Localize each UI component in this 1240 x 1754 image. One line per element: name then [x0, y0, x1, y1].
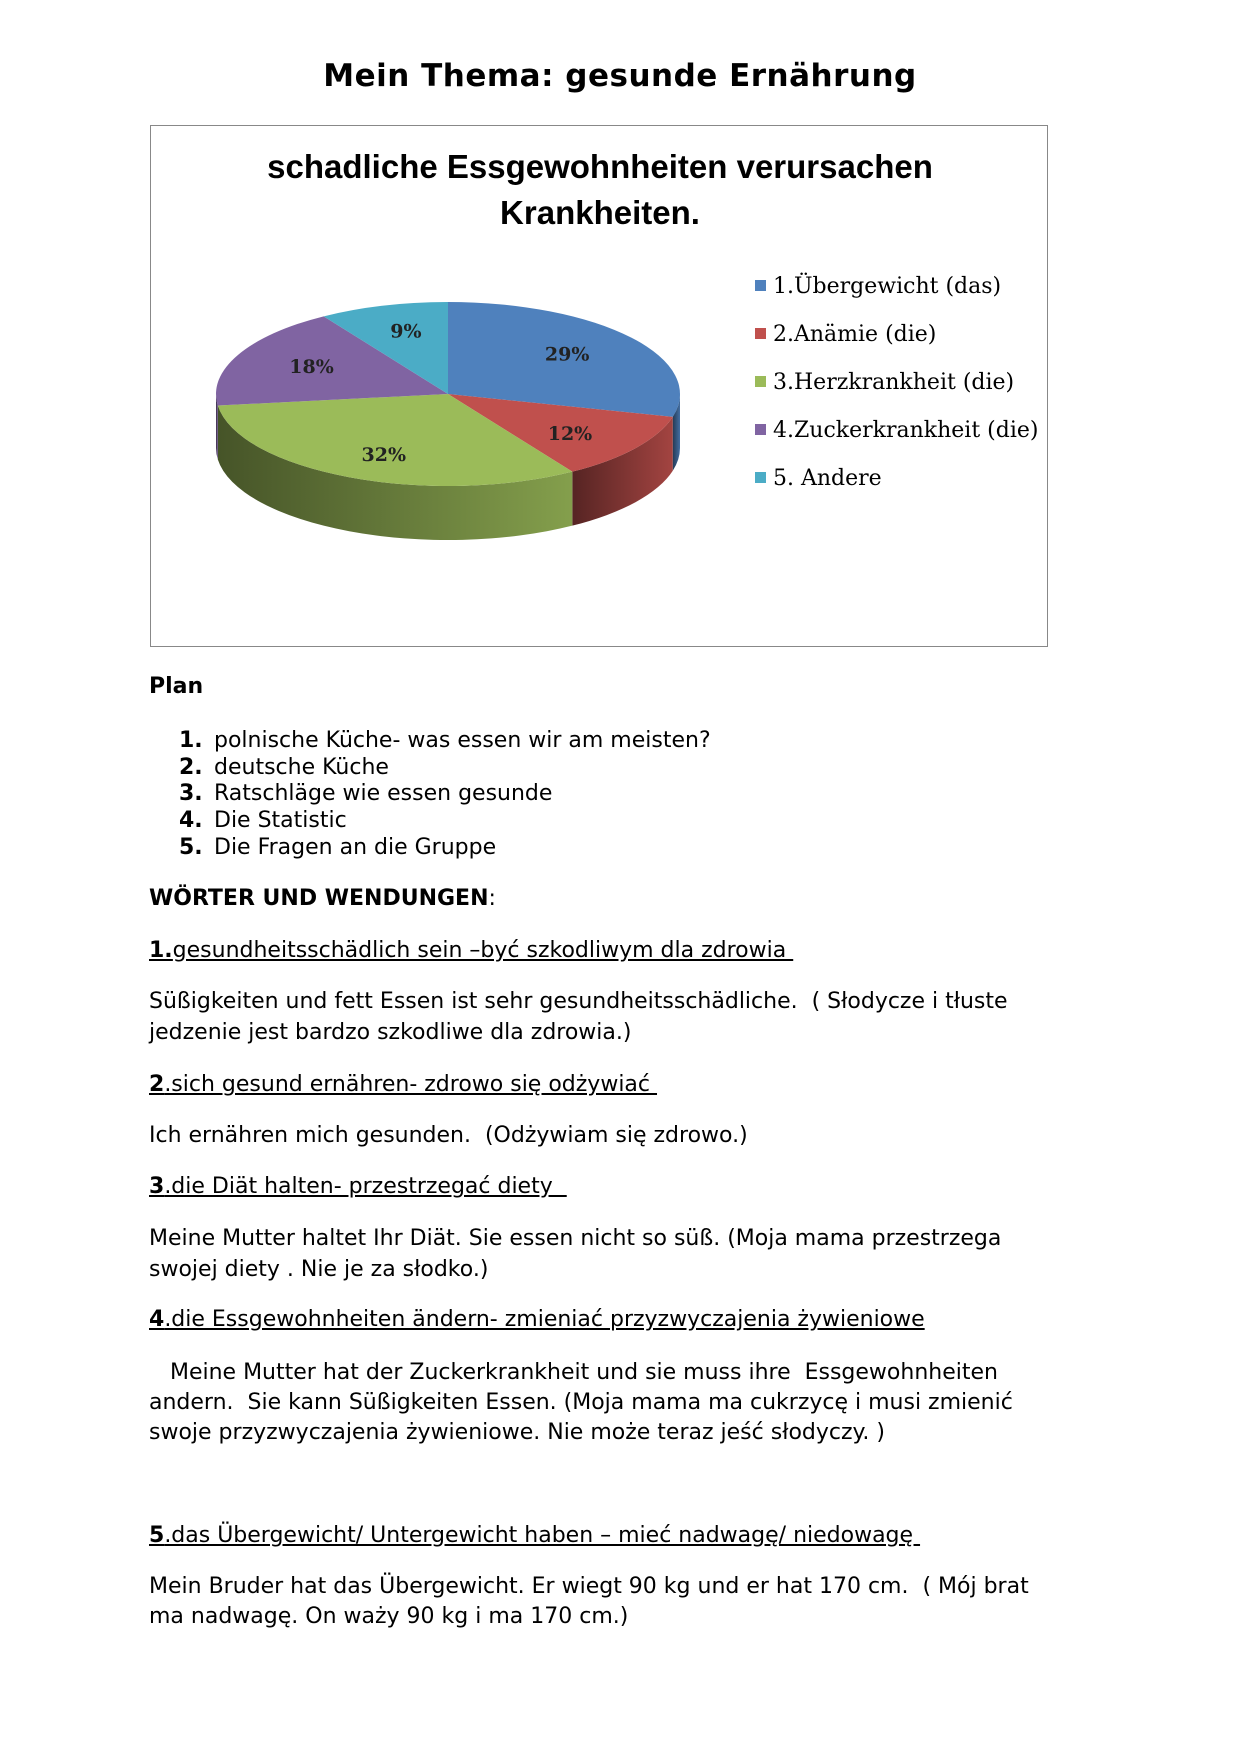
data-label: 29% [544, 343, 590, 366]
phrase-text: .die Essgewohnheiten ändern- zmieniać przyzwyczajenia żywieniowe [164, 1307, 925, 1332]
legend-item [755, 274, 1001, 299]
example-line: Süßigkeiten und fett Essen ist sehr gesundheitsschädliche. ( Słodycze i tłuste [149, 989, 1008, 1014]
phrase-text: .das Übergewicht/ Untergewicht haben – mieć nadwagę/ niedowagę [164, 1523, 921, 1548]
plan-item: polnische Küche- was essen wir am meisten? [214, 728, 711, 753]
data-label: 32% [361, 443, 407, 466]
data-label: 12% [547, 422, 593, 445]
plan-item-number: 5. [179, 835, 203, 860]
chart-title-line: schadliche Essgewohnheiten verursachen [267, 148, 933, 185]
example-line: swoje przyzwyczajenia żywieniowe. Nie może teraz jeść słodyczy. ) [149, 1420, 885, 1445]
phrase-text: .die Diät halten- przestrzegać diety [164, 1174, 567, 1199]
chart-title-line: Krankheiten. [500, 194, 700, 231]
legend-swatch [755, 280, 766, 291]
example-line: swojej diety . Nie je za słodko.) [149, 1257, 489, 1282]
plan-item: Die Fragen an die Gruppe [214, 835, 497, 860]
example-line: Meine Mutter hat der Zuckerkrankheit und sie muss ihre Essgewohnheiten [149, 1360, 998, 1385]
words-heading-text: WÖRTER UND WENDUNGEN [149, 886, 489, 911]
plan-item-number: 3. [179, 781, 203, 806]
example-line: Mein Bruder hat das Übergewicht. Er wiegt 90 kg und er hat 170 cm. ( Mój brat [149, 1574, 1029, 1599]
phrase-heading [149, 1070, 657, 1100]
legend-label: 5. Andere [773, 466, 882, 491]
data-label: 9% [390, 320, 422, 343]
pie-chart [150, 125, 1048, 647]
plan-item: Die Statistic [214, 808, 347, 833]
phrase-text: gesundheitsschädlich sein –być szkodliwym dla zdrowia [172, 938, 794, 963]
legend-item [755, 466, 882, 491]
phrase-heading [149, 1305, 925, 1335]
example-line: Ich ernähren mich gesunden. (Odżywiam się zdrowo.) [149, 1123, 748, 1148]
example-line: jedzenie jest bardzo szkodliwe dla zdrowia.) [149, 1020, 632, 1045]
legend-item [755, 418, 1038, 443]
phrase-heading [149, 1172, 567, 1202]
plan-item: deutsche Küche [214, 755, 389, 780]
example-line: andern. Sie kann Süßigkeiten Essen. (Moja mama ma cukrzycę i musi zmienić [149, 1390, 1013, 1415]
legend-swatch [755, 376, 766, 387]
legend-label: 2.Anämie (die) [773, 322, 937, 347]
phrase-number: 3 [149, 1174, 165, 1199]
legend-swatch [755, 328, 766, 339]
data-label: 18% [289, 355, 334, 378]
legend-item [755, 370, 1014, 395]
phrase-number: 2 [149, 1072, 165, 1097]
legend-item [755, 322, 936, 347]
page-title: Mein Thema: gesunde Ernährung [323, 58, 917, 94]
legend-label: 1.Übergewicht (das) [773, 274, 1002, 299]
legend-swatch [755, 424, 766, 435]
legend-label: 4.Zuckerkrankheit (die) [773, 418, 1039, 443]
phrase-heading [149, 1521, 920, 1551]
plan-item: Ratschläge wie essen gesunde [214, 781, 553, 806]
plan-item-number: 1. [179, 728, 203, 753]
legend-swatch [755, 472, 766, 483]
phrase-number: 4 [149, 1307, 165, 1332]
example-line: ma nadwagę. On waży 90 kg i ma 170 cm.) [149, 1604, 629, 1629]
phrase-heading [149, 936, 793, 966]
plan-item-number: 4. [179, 808, 203, 833]
words-heading [149, 884, 496, 914]
plan-item-number: 2. [179, 755, 203, 780]
words-heading-colon: : [488, 886, 496, 911]
phrase-text: .sich gesund ernähren- zdrowo się odżywiać [164, 1072, 658, 1097]
phrase-number: 1. [149, 938, 173, 963]
plan-heading: Plan [149, 674, 204, 699]
phrase-number: 5 [149, 1523, 165, 1548]
example-line: Meine Mutter haltet Ihr Diät. Sie essen nicht so süß. (Moja mama przestrzega [149, 1226, 1002, 1251]
legend-label: 3.Herzkrankheit (die) [773, 370, 1015, 395]
